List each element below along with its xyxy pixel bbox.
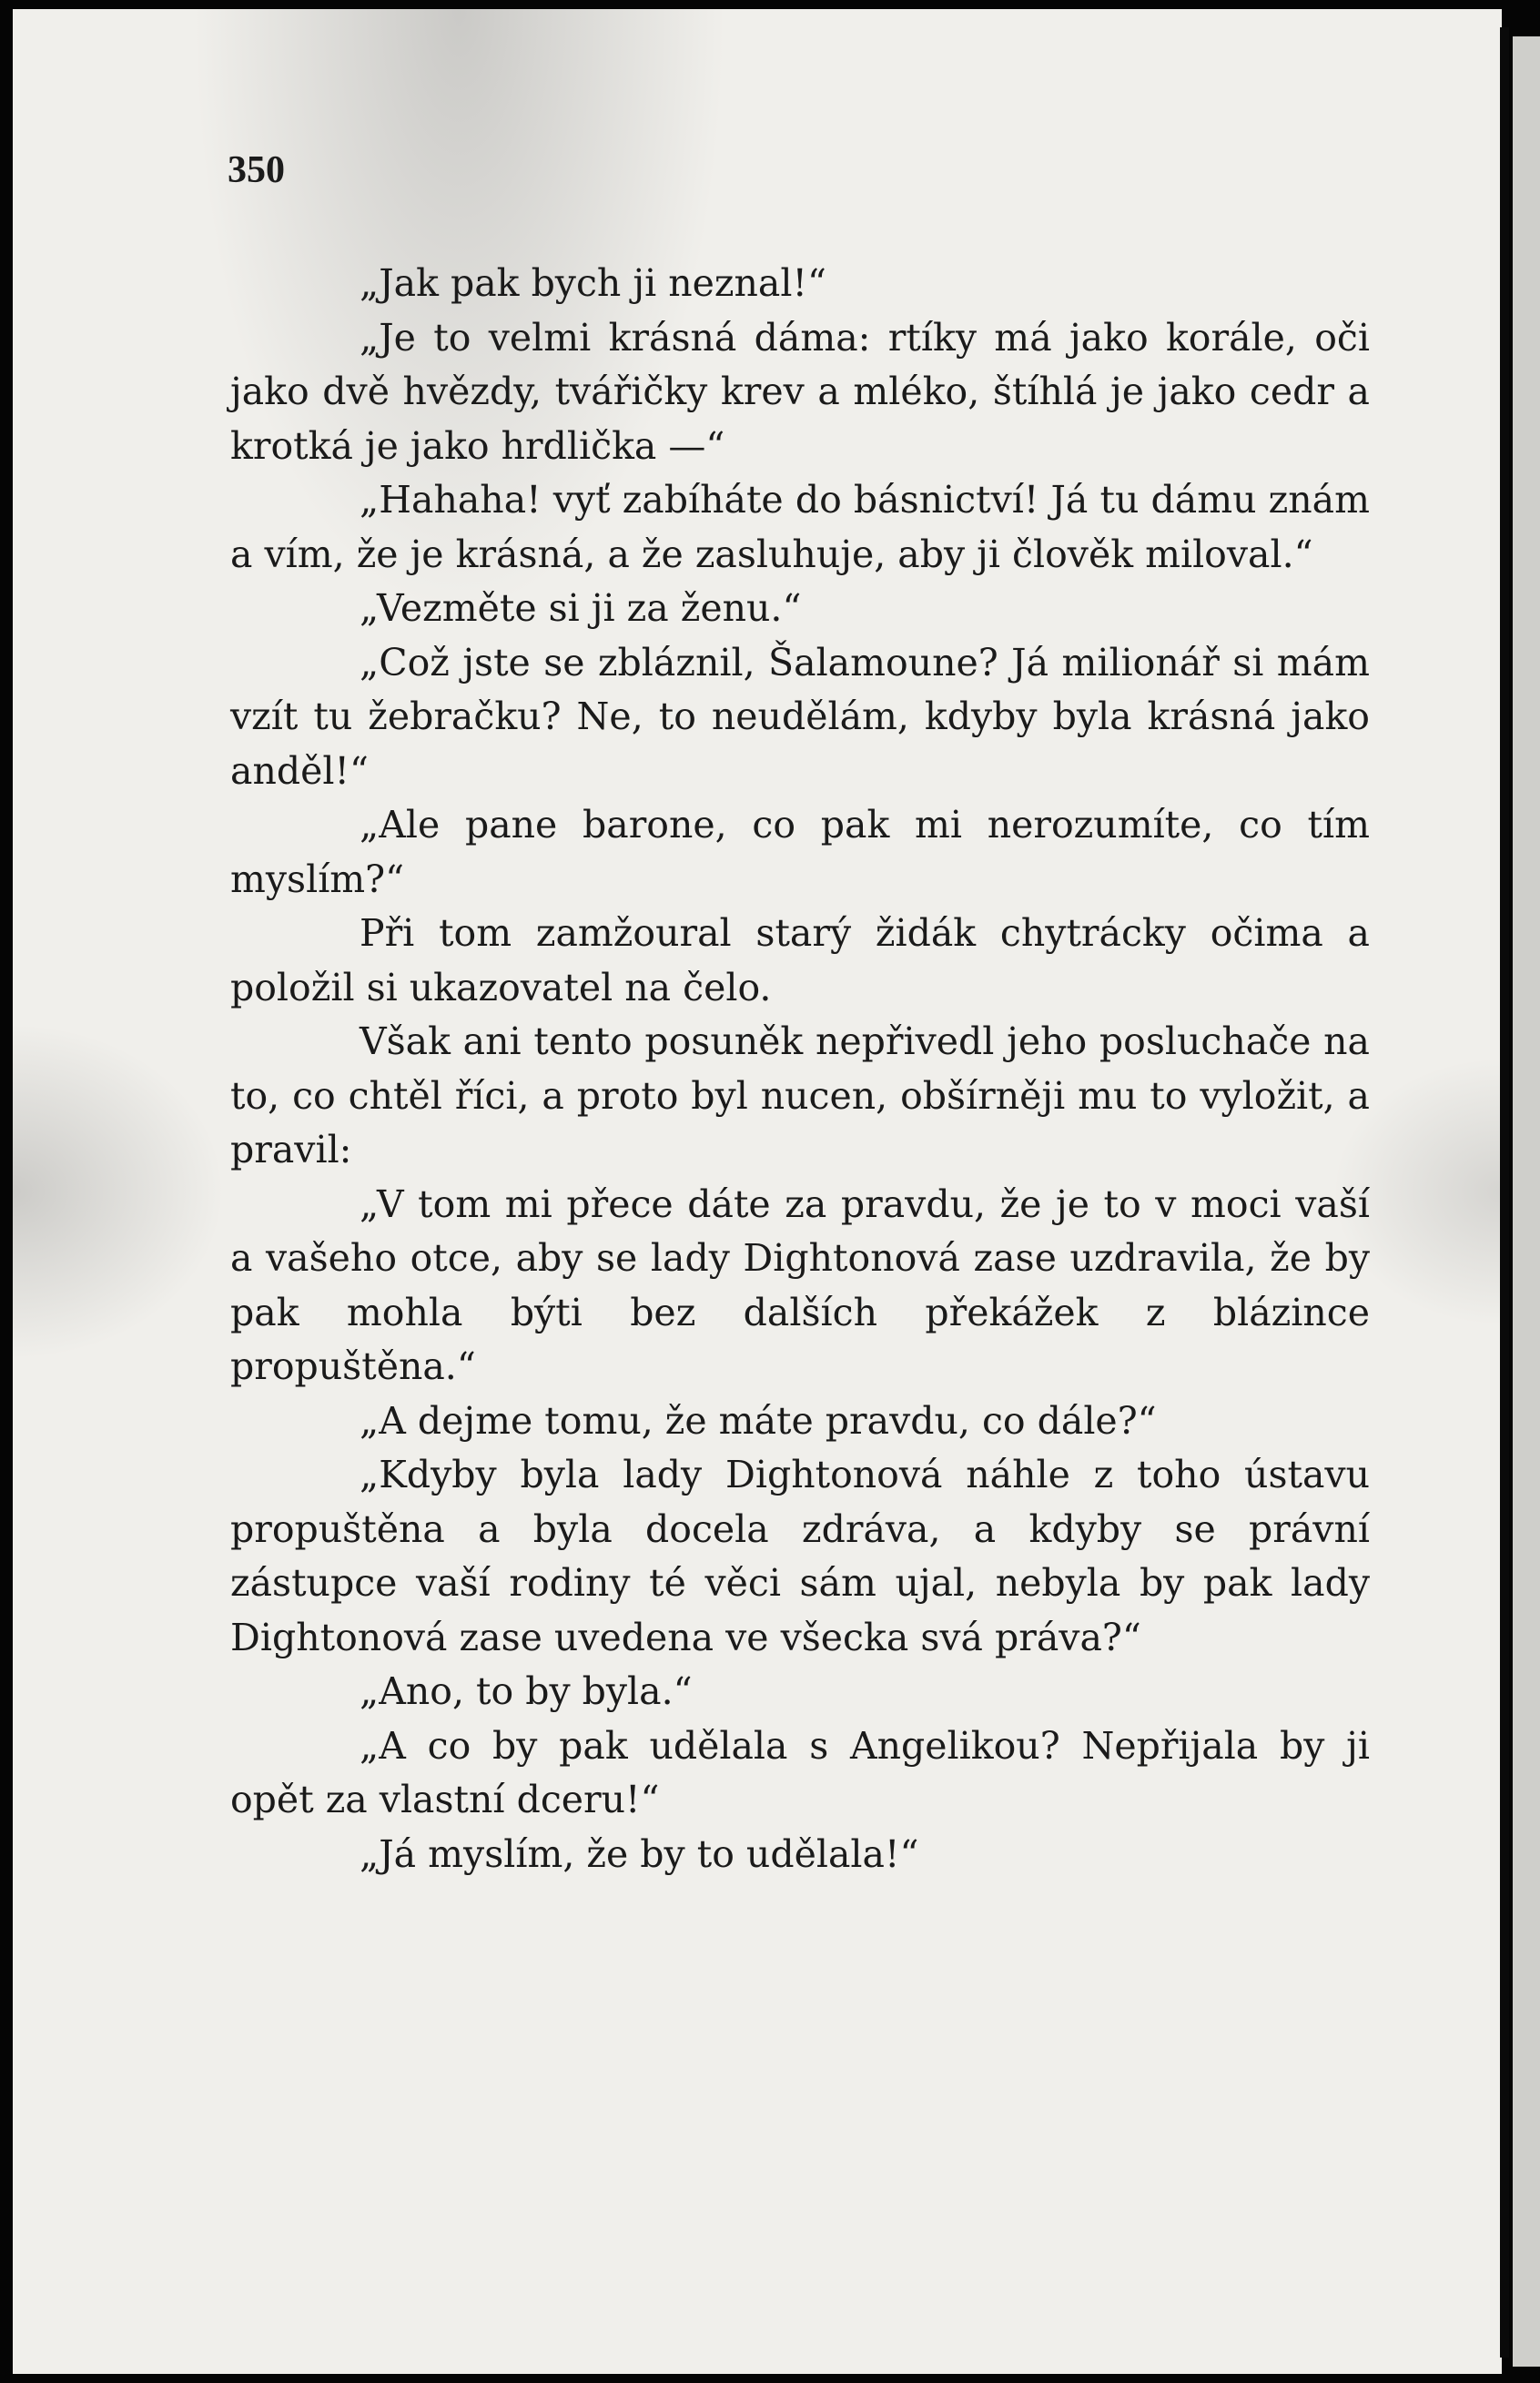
paragraph-13: „A co by pak udělala s Angelikou? Nepřijala by ji opět za vlastní dceru!“: [230, 1723, 1370, 1821]
paragraph-11: „Kdyby byla lady Dightonová náhle z toho ústavu propuštěna a byla docela zdráva, a kdyby se právní zástupce vaší rodiny té věci sám ujal, nebyla by pak lady Dightonová zase uvedena ve všecka svá práva?“: [230, 1453, 1370, 1659]
body-text: [230, 257, 1370, 1881]
paragraph-12: „Ano, to by byla.“: [360, 1669, 693, 1713]
paragraph-3: „Hahaha! vyť zabíháte do básnictví! Já tu dámu znám a vím, že je krásná, a že zasluhuje, aby ji člověk miloval.“: [230, 478, 1370, 576]
paragraph-9: „V tom mi přece dáte za pravdu, že je to v moci vaší a vašeho otce, aby se lady Dightonová zase uzdravila, že by pak mohla býti bez dalších překážek z blázince propuštěna.“: [230, 1181, 1370, 1388]
page-number: 350: [228, 149, 285, 191]
paragraph-2: „Je to velmi krásná dáma: rtíky má jako korále, oči jako dvě hvězdy, tvářičky krev a mléko, štíhlá je jako cedr a krotká je jako hrdlička —“: [230, 315, 1370, 468]
paragraph-5: „Což jste se zbláznil, Šalamoune? Já milionář si mám vzít tu žebračku? Ne, to neudělám, kdyby byla krásná jako anděl!“: [230, 640, 1370, 793]
paragraph-7: Při tom zamžoural starý židák chytrácky očima a položil si ukazovatel na čelo.: [230, 911, 1370, 1009]
paragraph-1: „Jak pak bych ji neznal!“: [360, 261, 826, 305]
page-edge-shadow: [1500, 27, 1509, 2358]
adjacent-page-edge: [1513, 36, 1540, 2367]
paragraph-8: Však ani tento posuněk nepřivedl jeho posluchače na to, co chtěl říci, a proto byl nucen, obšírněji mu to vyložit, a pravil:: [230, 1019, 1370, 1171]
paragraph-14: „Já myslím, že by to udělala!“: [360, 1831, 919, 1876]
paragraph-6: „Ale pane barone, co pak mi nerozumíte, co tím myslím?“: [230, 803, 1370, 901]
paragraph-4: „Vezměte si ji za ženu.“: [360, 586, 802, 630]
paragraph-10: „A dejme tomu, že máte pravdu, co dále?“: [360, 1398, 1157, 1443]
